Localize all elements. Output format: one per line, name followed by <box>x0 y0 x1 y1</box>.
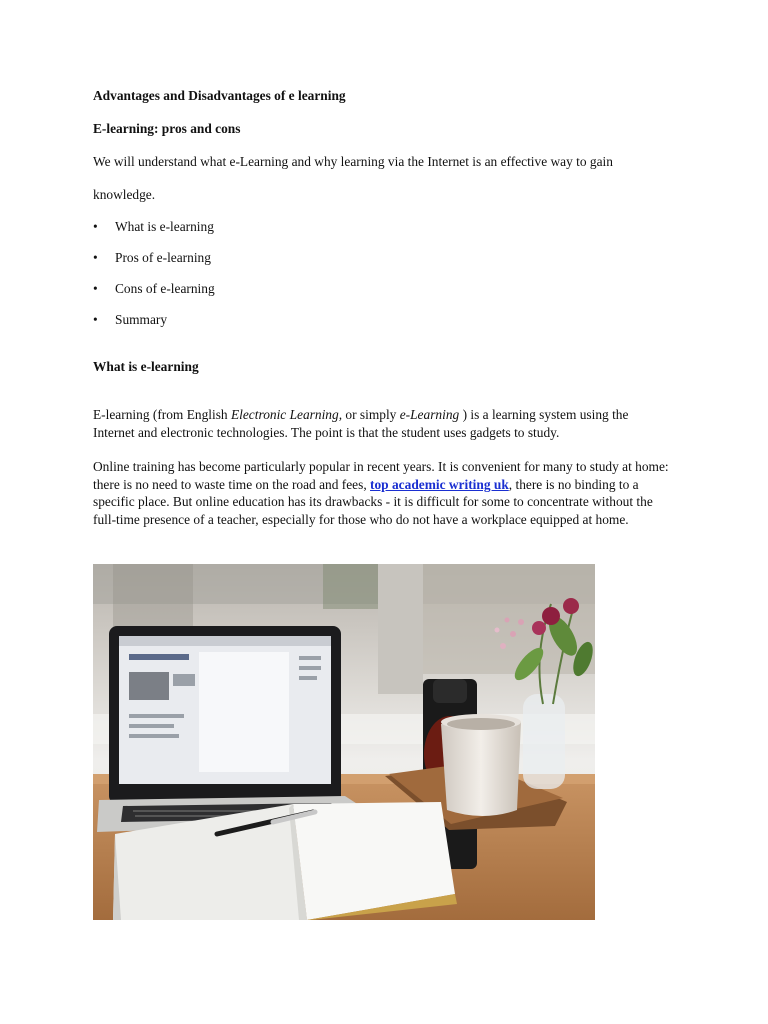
para1-text-3: ) is a learning system using the Internet and electronic technologies. The point is that the student uses gadgets to study. <box>93 407 629 440</box>
toc-item-label: Summary <box>115 312 168 327</box>
toc-item-label: What is e-learning <box>115 219 214 234</box>
academic-writing-link[interactable]: top academic writing uk <box>370 476 509 492</box>
paragraph-online-training <box>93 458 671 528</box>
intro-line-1: We will understand what e-Learning and why learning via the Internet is an effective way to gain <box>93 154 613 169</box>
intro-line-2: knowledge. <box>93 187 156 202</box>
bullet-icon: • <box>93 250 98 265</box>
para2-text-1: Online training has become particularly popular in recent years. It is convenient for many to study at home: there is no need to waste time on the road and fees, <box>93 459 669 492</box>
toc-item-label: Pros of e-learning <box>115 250 211 265</box>
bullet-icon: • <box>93 219 98 234</box>
para1-text-1: E-learning (from English <box>93 407 231 422</box>
laptop-desk-photo <box>93 564 595 920</box>
paragraph-definition <box>93 406 671 441</box>
toc-item-label: Cons of e-learning <box>115 281 215 296</box>
para1-italic-2: e-Learning <box>399 407 460 422</box>
para2-text-2: , there is no binding to a specific place. But online education has its drawbacks - it is difficult for some to concentrate without the full-time presence of a teacher, especially for those who do not have a workplace equipped at home. <box>93 476 653 527</box>
document-title: Advantages and Disadvantages of e learning <box>93 88 346 103</box>
document-subtitle: E-learning: pros and cons <box>93 121 241 136</box>
bullet-icon: • <box>93 281 98 296</box>
section-heading: What is e-learning <box>93 359 199 374</box>
para1-italic-1: Electronic Learning, <box>230 407 343 422</box>
para1-text-2: or simply <box>342 407 400 422</box>
bullet-icon: • <box>93 312 98 327</box>
